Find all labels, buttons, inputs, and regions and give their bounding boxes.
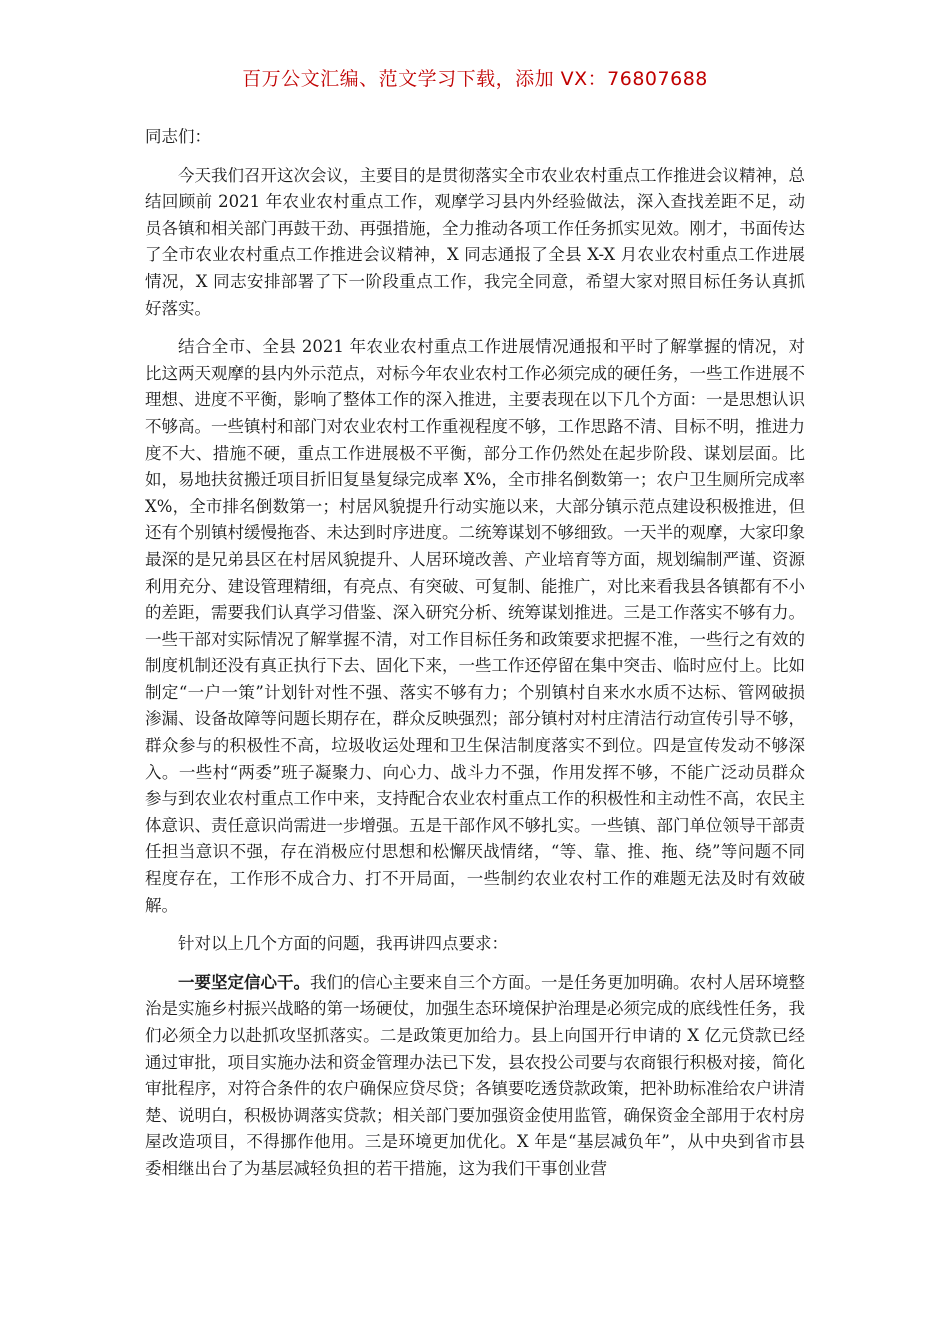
paragraph-problems: 结合全市、全县 2021 年农业农村重点工作进展情况通报和平时了解掌握的情况，对比这两天观摩的县内外示范点，对标今年农业农村工作必须完成的硬任务，一些工作进展不理想、进度不平衡，影响了整体工作的深入推进，主要表现在以下几个方面：一是思想认识不够高。一些镇村和部门对农业农村工作重视程度不够，工作思路不清、目标不明，推进力度不大、措施不硬，重点工作进展极不平衡，部分工作仍然处在起步阶段、谋划层面。比如，易地扶贫搬迁项目折旧复垦复绿完成率 X%，全市排名倒数第一；农户卫生厕所完成率 X%，全市排名倒数第一；村居风貌提升行动实施以来，大部分镇示范点建设积极推进，但还有个别镇村缓慢拖沓、未达到时序进度。二统筹谋划不够细致。一天半的观摩，大家印象最深的是兄弟县区在村居风貌提升、人居环境改善、产业培育等方面，规划编制严谨、资源利用充分、建设管理精细，有亮点、有突破、可复制、能推广，对比来看我县各镇都有不小的差距，需要我们认真学习借鉴、深入研究分析、统筹谋划推进。三是工作落实不够有力。一些干部对实际情况了解掌握不清，对工作目标任务和政策要求把握不准，一些行之有效的制度机制还没有真正执行下去、固化下来，一些工作还停留在集中突击、临时应付上。比如制定“一户一策”计划针对性不强、落实不够有力；个别镇村自来水水质不达标、管网破损渗漏、设备故障等问题长期存在，群众反映强烈；部分镇村对村庄清洁行动宣传引导不够，群众参与的积极性不高，垃圾收运处理和卫生保洁制度落实不到位。四是宣传发动不够深入。一些村“两委”班子凝聚力、向心力、战斗力不强，作用发挥不够，不能广泛动员群众参与到农业农村重点工作中来，支持配合农业农村重点工作的积极性和主动性不高，农民主体意识、责任意识尚需进一步增强。五是干部作风不够扎实。一些镇、部门单位领导干部责任担当意识不强，存在消极应付思想和松懈厌战情绪，“等、靠、推、拖、绕”等问题不同程度存在，工作形不成合力、打不开局面，一些制约农业农村工作的难题无法及时有效破解。 (145, 337, 805, 915)
paragraph-requirements-intro: 针对以上几个方面的问题，我再讲四点要求： (178, 934, 508, 954)
paragraph-requirement-one (145, 970, 805, 1183)
paragraph-intro: 今天我们召开这次会议，主要目的是贯彻落实全市农业农村重点工作推进会议精神，总结回顾前 2021 年农业农村重点工作，观摩学习县内外经验做法，深入查找差距不足，动员各镇和相关部门再鼓干劲、再强措施，全力推动各项工作任务抓实见效。刚才，书面传达了全市农业农村重点工作推进会议精神，X 同志通报了全县 X-X 月农业农村重点工作进展情况，X 同志安排部署了下一阶段重点工作，我完全同意，希望大家对照目标任务认真抓好落实。 (145, 165, 805, 318)
header-banner: 百万公文汇编、范文学习下载，添加 VX：76807688 (242, 68, 708, 90)
document-body (145, 124, 805, 1195)
requirement-one-text: 我们的信心主要来自三个方面。一是任务更加明确。农村人居环境整治是实施乡村振兴战略的第一场硬仗，加强生态环境保护治理是必须完成的底线性任务，我们必须全力以赴抓攻坚抓落实。二是政策更加给力。县上向国开行申请的 X 亿元贷款已经通过审批，项目实施办法和资金管理办法已下发，县农投公司要与农商银行积极对接，简化审批程序，对符合条件的农户确保应贷尽贷；各镇要吃透贷款政策，把补助标准给农户讲清楚、说明白，积极协调落实贷款；相关部门要加强资金使用监管，确保资金全部用于农村房屋改造项目，不得挪作他用。三是环境更加优化。X 年是“基层减负年”，从中央到省市县委相继出台了为基层减轻负担的若干措施，这为我们干事创业营 (145, 972, 805, 1178)
salutation: 同志们： (145, 127, 211, 146)
requirement-one-heading: 一要坚定信心干。 (178, 972, 310, 992)
